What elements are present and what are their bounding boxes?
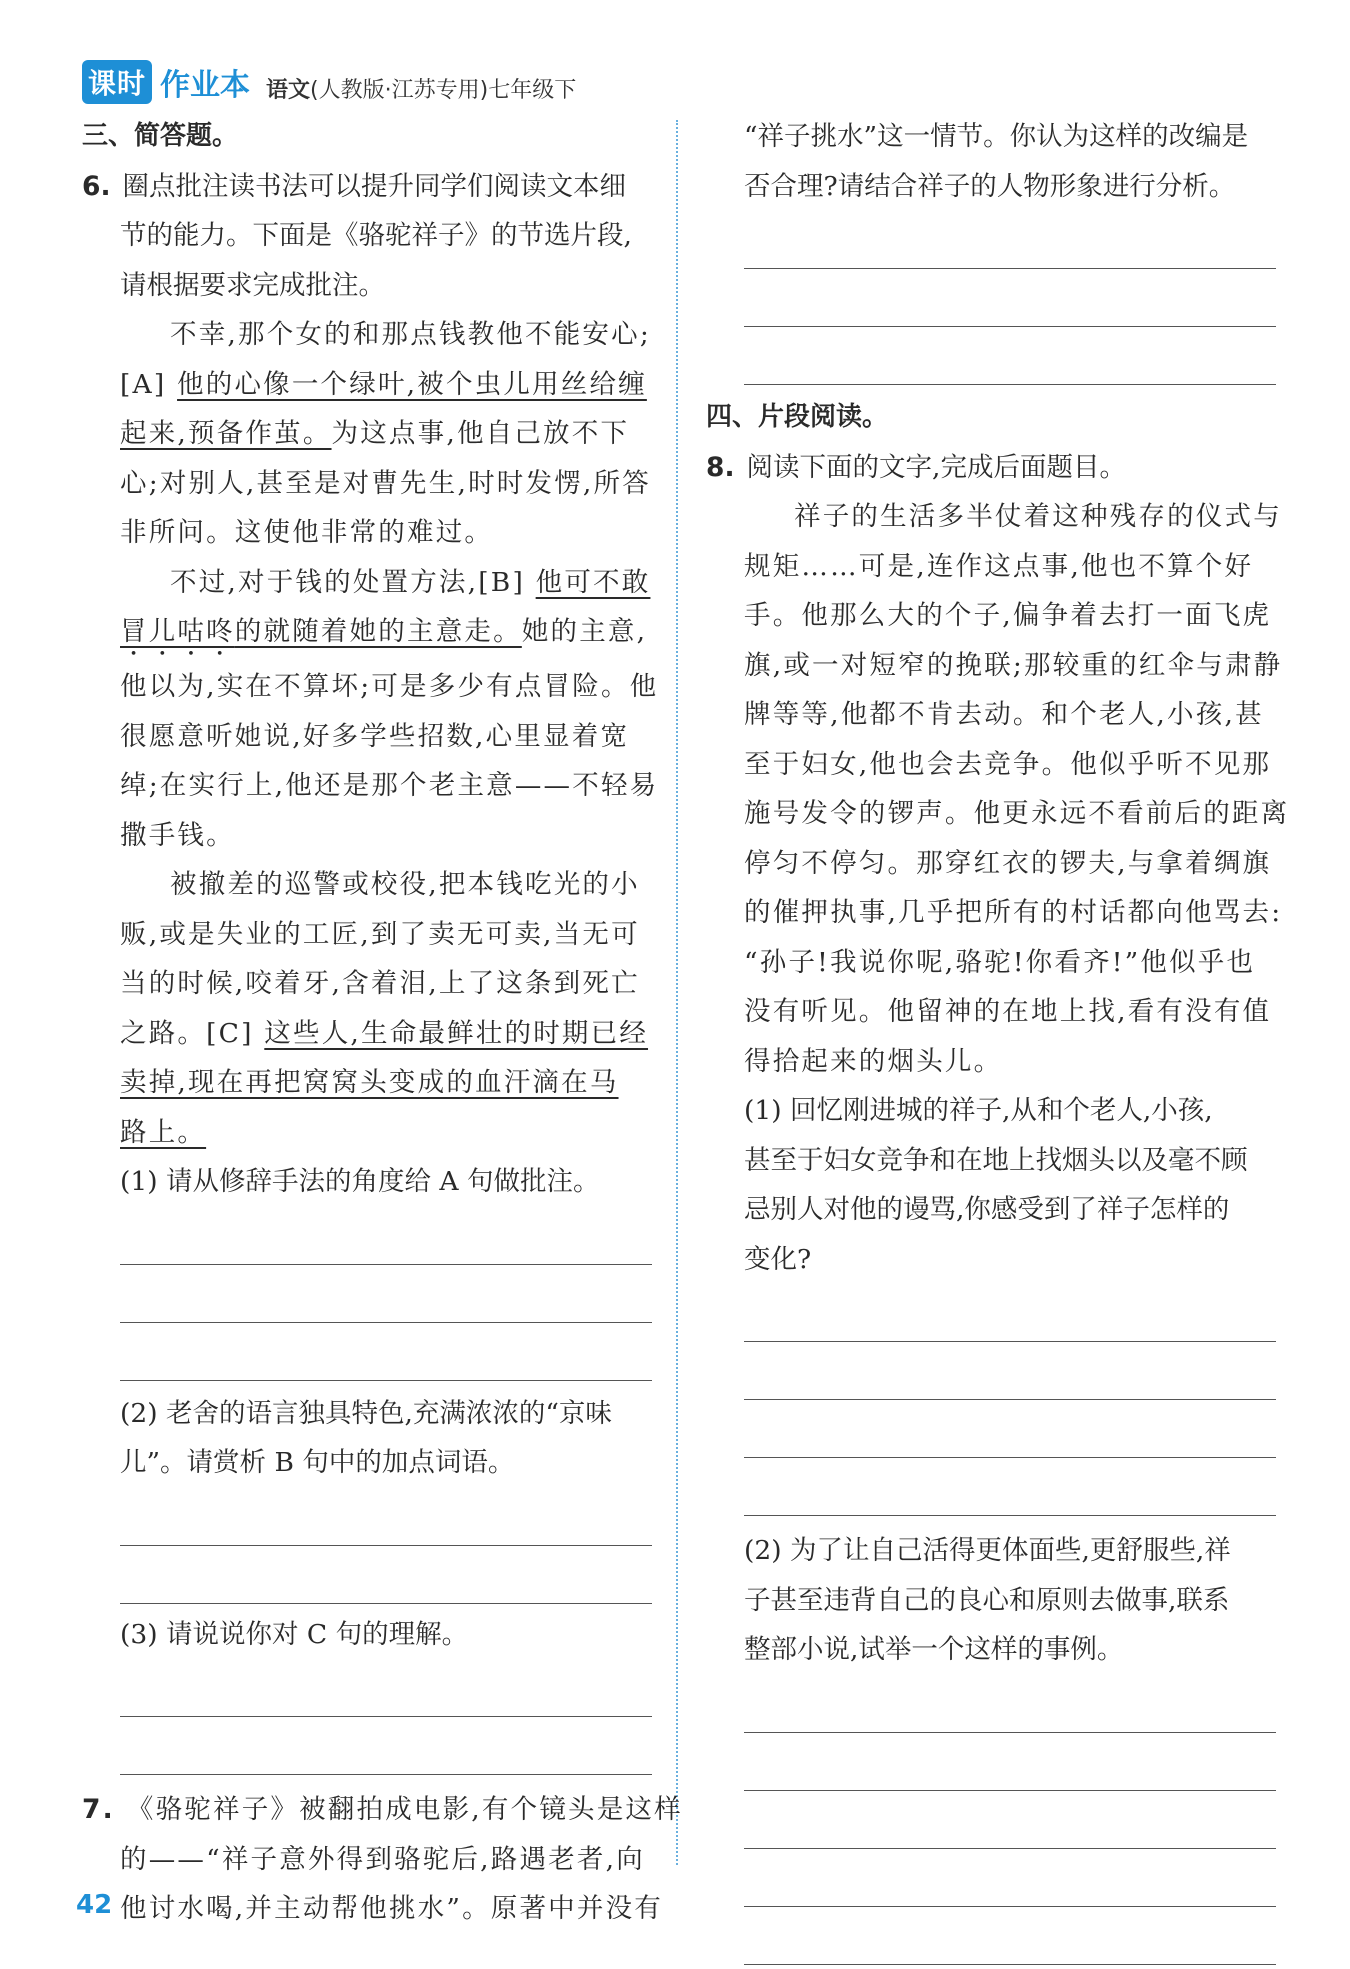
answer-line[interactable] — [744, 1675, 1276, 1733]
sub-question-8-1-cont: 变化? — [744, 1243, 812, 1275]
passage-line: 得拾起来的烟头儿。 — [744, 1045, 1003, 1077]
answer-line[interactable] — [744, 1733, 1276, 1791]
annotation-mark-c: [C] — [206, 1017, 254, 1049]
question-6-line-3: 请根据要求完成批注。 — [120, 269, 385, 301]
annotation-mark-a: [A] — [120, 368, 167, 400]
left-column — [82, 112, 683, 1934]
answer-line[interactable] — [744, 1342, 1276, 1400]
passage-line: 不过,对于钱的处置方法,[B] 他可不敢 — [170, 566, 651, 598]
answer-line[interactable] — [744, 211, 1276, 269]
answer-line[interactable] — [744, 1458, 1276, 1516]
annotation-mark-b: [B] — [478, 566, 526, 598]
sentence-a-underlined: 起来,预备作茧。 — [120, 418, 332, 449]
passage-line: 没有听见。他留神的在地上找,看有没有值 — [744, 996, 1272, 1027]
answer-line[interactable] — [744, 1284, 1276, 1342]
question-number: 8. — [706, 451, 735, 483]
question-number: 6. — [82, 170, 111, 202]
answer-line[interactable] — [744, 1849, 1276, 1907]
passage-line: 旗,或一对短窄的挽联;那较重的红伞与肃静 — [744, 649, 1283, 681]
passage-line: 规矩……可是,连作这点事,他也不算个好 — [744, 550, 1254, 582]
question-6-line-2: 节的能力。下面是《骆驼祥子》的节选片段, — [120, 220, 632, 251]
passage-line: 冒儿咕咚的就随着她的主意走。她的主意, — [120, 616, 648, 647]
answer-line[interactable] — [120, 1323, 652, 1381]
sentence-a-underlined: 他的心像一个绿叶,被个虫儿用丝给缠 — [177, 368, 647, 400]
sentence-c-underlined: 卖掉,现在再把窝窝头变成的血汗滴在马 — [120, 1067, 619, 1098]
sub-question-8-2-cont: 子甚至违背自己的良心和原则去做事,联系 — [744, 1584, 1230, 1616]
dotted-phrase: 冒儿咕咚 — [120, 616, 235, 647]
question-7-line-3: 他讨水喝,并主动帮他挑水”。原著中并没有 — [120, 1893, 663, 1924]
sub-question-6-2: (2) 老舍的语言独具特色,充满浓浓的“京味 — [120, 1397, 612, 1429]
page-number: 42 — [76, 1890, 113, 1920]
question-number: 7. — [82, 1794, 115, 1825]
sub-question-8-1: (1) 回忆刚进城的祥子,从和个老人,小孩, — [744, 1095, 1213, 1126]
sub-question-8-1-cont: 甚至于妇女竞争和在地上找烟头以及毫不顾 — [744, 1144, 1248, 1176]
question-8-line-1: 8. 阅读下面的文字,完成后面题目。 — [706, 451, 1126, 483]
question-7-line-1: 7. 《骆驼祥子》被翻拍成电影,有个镜头是这样 — [82, 1794, 683, 1825]
passage-line: 被撤差的巡警或校役,把本钱吃光的小 — [170, 869, 640, 900]
answer-line[interactable] — [120, 1659, 652, 1717]
question-7-line-4: “祥子挑水”这一情节。你认为这样的改编是 — [744, 121, 1249, 152]
question-7-line-5: 否合理?请结合祥子的人物形象进行分析。 — [744, 170, 1236, 202]
sub-question-6-3: (3) 请说说你对 C 句的理解。 — [120, 1618, 469, 1650]
answer-line[interactable] — [120, 1717, 652, 1775]
answer-line[interactable] — [744, 1400, 1276, 1458]
passage-line — [82, 1108, 652, 1158]
question-6-line-1: 6. 圈点批注读书法可以提升同学们阅读文本细 — [82, 170, 627, 202]
right-column — [706, 112, 1290, 1965]
passage-line: 当的时候,咬着牙,含着泪,上了这条到死亡 — [120, 968, 640, 999]
column-divider — [676, 120, 678, 1865]
subject-edition: (人教版·江苏专用)七年级下 — [310, 78, 577, 103]
passage-line: 非所问。这使他非常的难过。 — [120, 517, 494, 548]
passage-line: 很愿意听她说,好多学些招数,心里显着宽 — [120, 720, 630, 752]
sentence-b-underlined: 他可不敢 — [535, 566, 651, 598]
section-title-3: 三、简答题。 — [82, 121, 239, 151]
answer-line[interactable] — [744, 327, 1276, 385]
sentence-c-underlined: 路上。 — [120, 1116, 207, 1148]
passage-line: 之路。[C] 这些人,生命最鲜壮的时期已经 — [120, 1017, 649, 1049]
logo-text: 作业本 — [160, 68, 251, 103]
passage-line — [82, 1058, 652, 1108]
subject-label — [266, 73, 576, 104]
answer-line[interactable] — [120, 1546, 652, 1604]
passage-line: 的催押执事,几乎把所有的村话都向他骂去: — [744, 897, 1283, 928]
passage-line: 牌等等,他都不肯去动。和个老人,小孩,甚 — [744, 699, 1264, 730]
answer-line[interactable] — [120, 1488, 652, 1546]
passage-line: 绰;在实行上,他还是那个老主意——不轻易 — [120, 770, 659, 801]
passage-line: 施号发令的锣声。他更永远不看前后的距离 — [744, 798, 1290, 829]
passage-line: 不幸,那个女的和那点钱教他不能安心; — [170, 319, 651, 350]
sub-question-8-1-cont: 忌别人对他的谩骂,你感受到了祥子怎样的 — [744, 1194, 1230, 1225]
sub-question-8-2: (2) 为了让自己活得更体面些,更舒服些,祥 — [744, 1535, 1231, 1566]
sub-question-6-1: (1) 请从修辞手法的角度给 A 句做批注。 — [120, 1166, 600, 1197]
answer-line[interactable] — [120, 1265, 652, 1323]
question-7-line-2: 的——“祥子意外得到骆驼后,路遇老者,向 — [120, 1843, 645, 1875]
passage-line: 手。他那么大的个子,偏争着去打一面飞虎 — [744, 600, 1272, 631]
sub-question-6-2-cont: 儿”。请赏析 B 句中的加点词语。 — [120, 1447, 515, 1478]
passage-line: 心;对别人,甚至是对曹先生,时时发愣,所答 — [120, 467, 651, 499]
passage-line: 他以为,实在不算坏;可是多少有点冒险。他 — [120, 671, 659, 702]
answer-line[interactable] — [744, 1791, 1276, 1849]
passage-line: “孙子!我说你呢,骆驼!你看齐!”他似乎也 — [744, 946, 1256, 978]
answer-line[interactable] — [744, 1907, 1276, 1965]
passage-line: 祥子的生活多半仗着这种残存的仪式与 — [794, 501, 1282, 532]
passage-line: 至于妇女,他也会去竞争。他似乎听不见那 — [744, 748, 1272, 780]
section-title-4: 四、片段阅读。 — [706, 402, 889, 432]
page-header — [82, 60, 576, 104]
answer-line[interactable] — [120, 1207, 652, 1265]
answer-line[interactable] — [744, 269, 1276, 327]
passage-line — [82, 360, 652, 410]
sentence-c-underlined: 这些人,生命最鲜壮的时期已经 — [264, 1017, 649, 1049]
sentence-b-underlined: 的就随着她的主意走。 — [234, 616, 522, 647]
passage-line: 停匀不停匀。那穿红衣的锣夫,与拿着绸旗 — [744, 847, 1272, 879]
logo-badge: 课时 — [82, 60, 152, 104]
subject-name: 语文 — [266, 78, 311, 103]
sub-question-8-2-cont: 整部小说,试举一个这样的事例。 — [744, 1634, 1124, 1665]
passage-line: 起来,预备作茧。为这点事,他自己放不下 — [120, 418, 630, 449]
passage-line: 撒手钱。 — [120, 819, 235, 851]
passage-line: 贩,或是失业的工匠,到了卖无可卖,当无可 — [120, 918, 640, 950]
